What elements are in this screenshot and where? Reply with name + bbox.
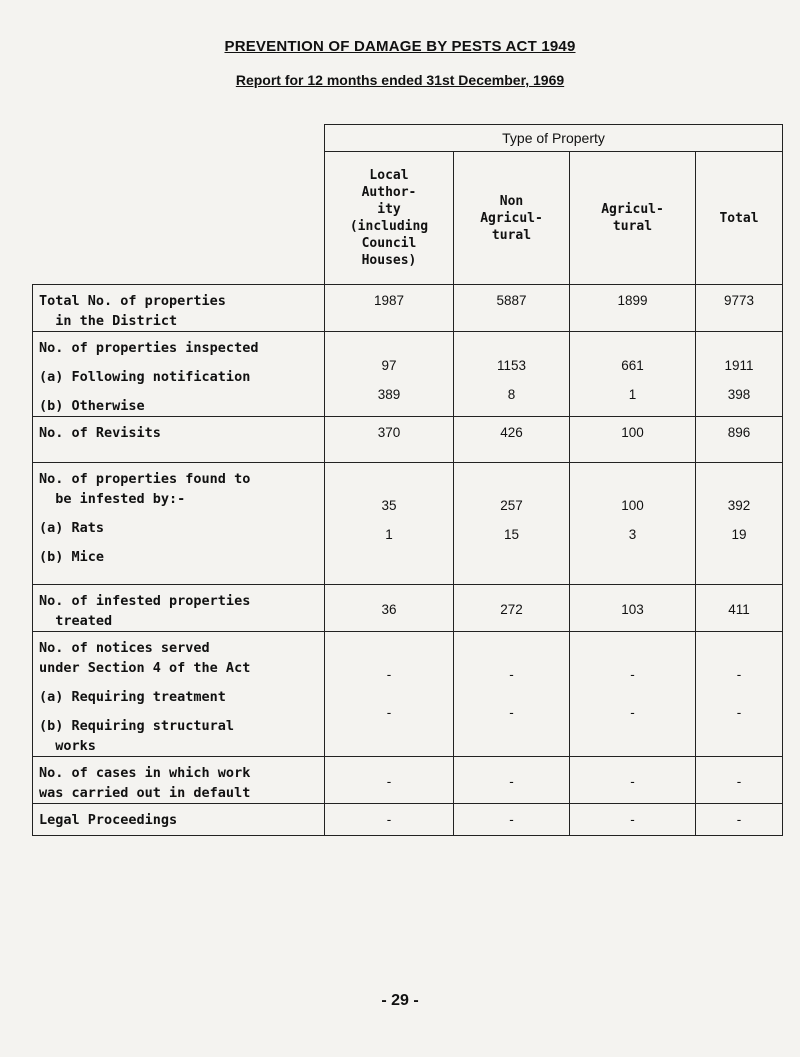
column-header-line: Local — [369, 168, 409, 183]
value — [576, 763, 689, 772]
value: 398 — [727, 387, 751, 402]
row-label-line: in the District — [39, 313, 178, 329]
value: 1153 — [496, 358, 527, 373]
value — [460, 685, 563, 694]
row-label-line — [39, 538, 318, 547]
row-label-line: No. of Revisits — [39, 425, 161, 441]
value: - — [736, 705, 742, 720]
value: 97 — [381, 358, 397, 373]
row-label-line: (a) Following notification — [39, 369, 251, 385]
table-row — [33, 332, 783, 417]
value — [702, 376, 776, 385]
row-label-line: No. of notices served — [39, 640, 210, 656]
row-label — [33, 632, 325, 757]
value-cell — [454, 285, 570, 332]
column-header — [454, 152, 570, 285]
value — [702, 647, 776, 656]
value-cell — [570, 585, 696, 632]
value: - — [509, 705, 514, 720]
value: 19 — [731, 527, 747, 542]
value: - — [630, 812, 635, 827]
value-cell — [325, 332, 454, 417]
value: - — [736, 667, 742, 682]
value-cell — [570, 804, 696, 836]
row-label-line: No. of properties inspected — [39, 340, 259, 356]
group-header: Type of Property — [325, 125, 783, 152]
value — [702, 338, 776, 347]
row-label-line: No. of infested properties — [39, 593, 251, 609]
row-label-line: was carried out in default — [39, 785, 251, 801]
value-cell — [325, 804, 454, 836]
value: 896 — [727, 425, 751, 440]
value: 100 — [621, 425, 644, 440]
page-number: - 29 - — [381, 992, 419, 1009]
value: 9773 — [723, 293, 755, 308]
row-label-line — [39, 707, 318, 716]
value-cell — [696, 285, 783, 332]
row-label-line: (b) Requiring structural — [39, 718, 235, 734]
value-cell — [570, 285, 696, 332]
value-cell — [454, 463, 570, 585]
value-cell — [454, 757, 570, 804]
value: 8 — [507, 387, 516, 402]
row-label-line: No. of cases in which work — [39, 765, 251, 781]
value — [576, 694, 689, 703]
value: - — [386, 705, 392, 720]
column-header — [570, 152, 696, 285]
row-label-line — [39, 387, 318, 396]
column-header-line: ity — [377, 202, 401, 217]
row-label-line: works — [39, 738, 96, 754]
value-cell — [696, 632, 783, 757]
value: 1987 — [373, 293, 405, 308]
column-header-line: (including — [349, 219, 429, 234]
value — [331, 638, 447, 647]
document-title: PREVENTION OF DAMAGE BY PESTS ACT 1949 — [224, 38, 576, 55]
row-label-line: (b) Otherwise — [39, 398, 145, 414]
value-cell — [696, 757, 783, 804]
value-cell — [454, 804, 570, 836]
value-cell — [454, 585, 570, 632]
value — [460, 763, 563, 772]
column-header — [696, 152, 783, 285]
value — [460, 376, 563, 385]
value — [702, 685, 776, 694]
pests-report-table — [32, 124, 783, 836]
value-cell — [325, 463, 454, 585]
value: 1 — [385, 527, 393, 542]
value-cell — [325, 757, 454, 804]
value — [460, 694, 563, 703]
value — [331, 656, 447, 665]
column-header-line: tural — [612, 219, 653, 234]
value — [460, 469, 563, 478]
value-cell — [696, 585, 783, 632]
value — [702, 516, 776, 525]
row-label-line: under Section 4 of the Act — [39, 660, 251, 676]
column-header-line: Total — [719, 210, 759, 226]
column-header — [325, 152, 454, 285]
table-row — [33, 757, 783, 804]
value: 35 — [381, 498, 397, 513]
row-label — [33, 417, 325, 463]
column-header-line: Agricul- — [480, 210, 543, 226]
value: 661 — [621, 358, 644, 373]
value: - — [630, 774, 635, 789]
value: 103 — [621, 602, 644, 617]
value — [702, 694, 776, 703]
value — [702, 347, 776, 356]
value — [702, 478, 776, 487]
value — [331, 591, 447, 600]
column-header-line: Houses) — [361, 253, 417, 268]
value — [331, 376, 447, 385]
value — [576, 516, 689, 525]
value — [460, 338, 563, 347]
value — [460, 647, 563, 656]
value — [576, 685, 689, 694]
column-header-line: Non — [499, 193, 524, 209]
value: 3 — [628, 527, 637, 542]
value-cell — [696, 417, 783, 463]
value-cell — [325, 417, 454, 463]
value-cell — [696, 804, 783, 836]
value: 426 — [500, 425, 523, 440]
row-label — [33, 804, 325, 836]
value: 1899 — [617, 293, 648, 308]
value — [460, 656, 563, 665]
value — [576, 647, 689, 656]
value — [702, 469, 776, 478]
table-row — [33, 585, 783, 632]
value-cell — [570, 417, 696, 463]
value-cell — [454, 332, 570, 417]
value — [576, 487, 689, 496]
value — [331, 647, 447, 656]
value-cell — [570, 632, 696, 757]
row-label — [33, 285, 325, 332]
value: - — [386, 667, 392, 682]
value — [702, 656, 776, 665]
value — [460, 478, 563, 487]
row-label — [33, 585, 325, 632]
table-row — [33, 463, 783, 585]
value — [331, 347, 447, 356]
value — [576, 638, 689, 647]
value — [702, 638, 776, 647]
value: 392 — [727, 498, 751, 513]
table-row — [33, 804, 783, 836]
value: - — [736, 812, 742, 827]
value: 257 — [500, 498, 523, 513]
row-label-line: treated — [39, 613, 113, 629]
value: 272 — [500, 602, 523, 617]
value: 36 — [381, 602, 397, 617]
row-label-line: (b) Mice — [39, 549, 105, 565]
value — [576, 469, 689, 478]
table-row — [33, 632, 783, 757]
value — [460, 591, 563, 600]
value-cell — [696, 463, 783, 585]
value: - — [630, 705, 635, 720]
row-label-line: No. of properties found to — [39, 471, 251, 487]
value: 389 — [377, 387, 401, 402]
blank-header-cell — [33, 152, 325, 285]
value — [331, 685, 447, 694]
value-cell — [325, 632, 454, 757]
value-cell — [570, 757, 696, 804]
value: 1 — [628, 387, 637, 402]
value-cell — [570, 332, 696, 417]
value — [460, 487, 563, 496]
value — [460, 516, 563, 525]
value: - — [509, 667, 514, 682]
value: 370 — [377, 425, 401, 440]
value — [702, 591, 776, 600]
value — [576, 656, 689, 665]
blank-header-cell — [33, 125, 325, 152]
column-header-line: Council — [361, 236, 417, 251]
value — [331, 338, 447, 347]
value: - — [736, 774, 742, 789]
value: 411 — [728, 602, 750, 617]
value: 15 — [503, 527, 520, 542]
value — [331, 469, 447, 478]
value — [576, 478, 689, 487]
value — [331, 478, 447, 487]
value: 5887 — [496, 293, 527, 308]
value — [331, 487, 447, 496]
value — [576, 591, 689, 600]
table-row — [33, 285, 783, 332]
row-label — [33, 332, 325, 417]
column-header-line: Agricul- — [601, 202, 664, 217]
value — [576, 376, 689, 385]
value: 100 — [621, 498, 644, 513]
row-label — [33, 757, 325, 804]
row-label-line: Legal Proceedings — [39, 812, 178, 828]
value — [331, 694, 447, 703]
value: - — [386, 812, 392, 827]
value-cell — [454, 632, 570, 757]
value — [576, 338, 689, 347]
value: - — [509, 774, 514, 789]
value: - — [386, 774, 392, 789]
row-label-line — [39, 678, 318, 687]
row-label-line: (a) Rats — [39, 520, 105, 536]
value — [331, 763, 447, 772]
value-cell — [696, 332, 783, 417]
value — [702, 487, 776, 496]
row-label — [33, 463, 325, 585]
value — [331, 516, 447, 525]
value — [576, 347, 689, 356]
value — [460, 638, 563, 647]
column-header-line: Author- — [361, 185, 417, 200]
row-label-line — [39, 358, 318, 367]
table-row — [33, 417, 783, 463]
value-cell — [325, 585, 454, 632]
value: - — [509, 812, 514, 827]
row-label-line: be infested by:- — [39, 491, 186, 507]
value — [460, 347, 563, 356]
row-label-line — [39, 509, 318, 518]
value: - — [630, 667, 635, 682]
value — [702, 763, 776, 772]
value-cell — [325, 285, 454, 332]
row-label-line: Total No. of properties — [39, 293, 226, 309]
report-period: Report for 12 months ended 31st December, 1969 — [235, 72, 565, 88]
value-cell — [454, 417, 570, 463]
value-cell — [570, 463, 696, 585]
row-label-line: (a) Requiring treatment — [39, 689, 226, 705]
column-header-line: tural — [491, 227, 532, 243]
value: 1911 — [724, 358, 754, 373]
